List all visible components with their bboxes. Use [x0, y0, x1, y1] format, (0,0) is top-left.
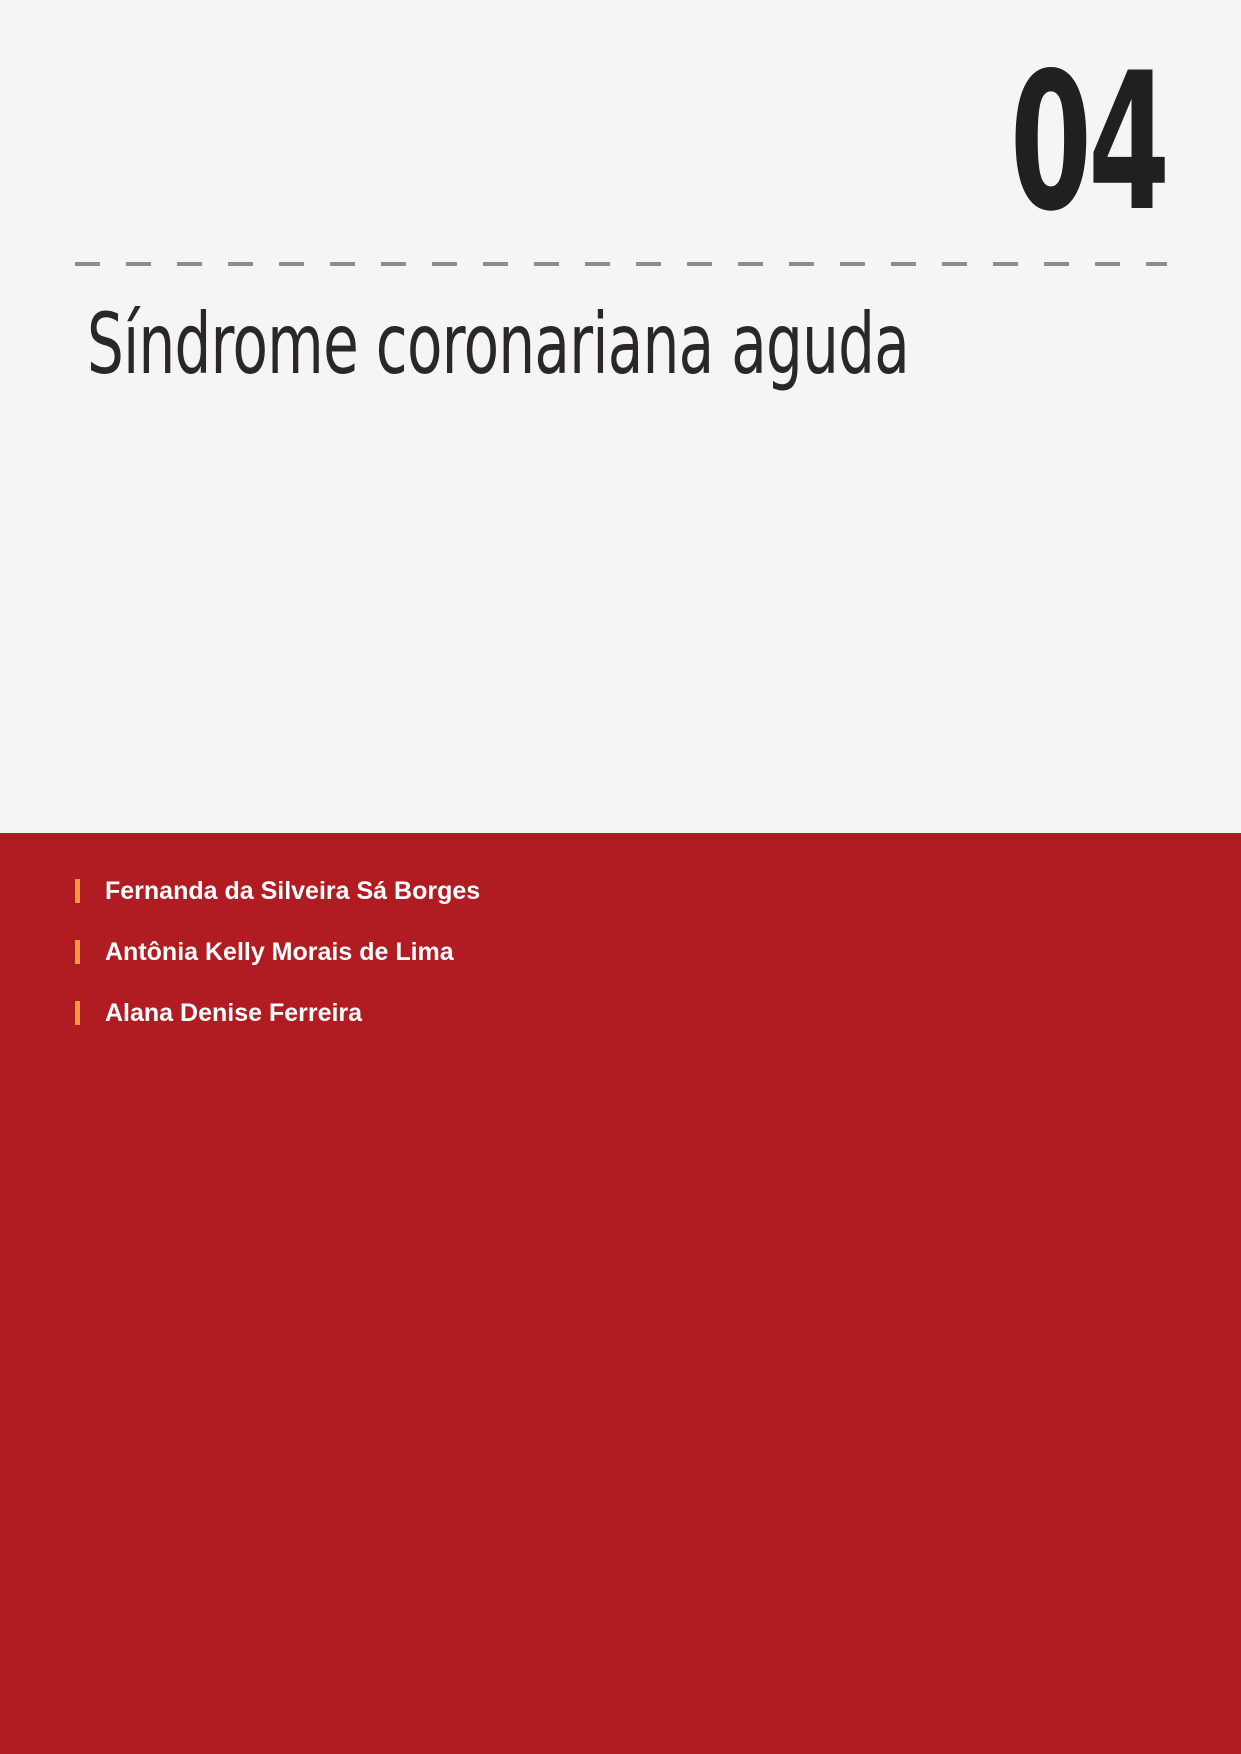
authors-panel: [0, 833, 1241, 1754]
dashed-divider: [75, 262, 1167, 266]
author-list: [75, 864, 480, 1047]
chapter-number: 04: [1009, 32, 1166, 253]
author-name: Antônia Kelly Morais de Lima: [105, 938, 454, 966]
author-item: [75, 925, 480, 986]
author-name: Fernanda da Silveira Sá Borges: [105, 877, 481, 905]
chapter-header: [0, 0, 1241, 833]
bullet-bar-icon: [75, 879, 80, 903]
author-item: [75, 986, 480, 1047]
author-name: Alana Denise Ferreira: [105, 999, 363, 1027]
bullet-bar-icon: [75, 1001, 80, 1025]
author-item: [75, 864, 480, 925]
bullet-bar-icon: [75, 940, 80, 964]
chapter-title: Síndrome coronariana aguda: [87, 295, 910, 393]
